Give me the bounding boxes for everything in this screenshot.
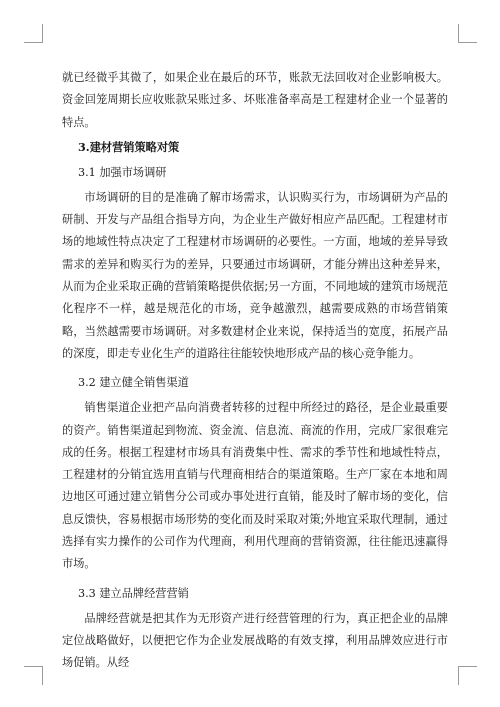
crop-mark-top-right [458, 24, 477, 43]
subsection-heading-3-3: 3.3 建立品牌经营营销 [78, 586, 189, 600]
section-heading-3 [62, 136, 448, 159]
crop-mark-bottom-left [24, 666, 43, 685]
paragraph-3-2: 销售渠道企业把产品向消费者转移的过程中所经过的路径，是企业最重要的资产。销售渠道起到物流、资金流、信息流、商流的作用，完成厂家很难完成的任务。根据工程建材市场具有消费集中性、需求的季节性和地域性特点，工程建材的分销宜选用直销与代理商相结合的渠道策略。生产厂家在本地和周边地区可通过建立销售分公司或办事处进行直销，能及时了解市场的变化，信息反馈快，容易根据市场形势的变化而及时采取对策;外地宜采取代理制，通过选择有实力操作的公司作为代理商，利用代理商的营销资源，往往能迅速赢得市场。 [62, 401, 448, 571]
crop-mark-top-left [24, 24, 43, 43]
subsection-heading-3-2: 3.2 建立健全销售渠道 [78, 376, 189, 390]
crop-mark-bottom-right [458, 666, 477, 685]
paragraph-intro: 就已经微乎其微了，如果企业在最后的环节，账款无法回收对企业影响极大。资金回笼周期长应收账款呆账过多、坏账准备率高是工程建材企业一个显著的特点。 [62, 71, 448, 129]
subsection-heading-3-1: 3.1 加强市场调研 [78, 165, 167, 179]
section-title: 建材营销策略对策 [89, 139, 180, 154]
paragraph-3-3: 品牌经营就是把其作为无形资产进行经营管理的行为，真正把企业的品牌定位战略做好，以便把它作为企业发展战略的有效支撑，利用品牌效应进行市场促销。从经 [62, 611, 448, 670]
section-number: 3. [78, 139, 90, 154]
paragraph-3-1: 市场调研的目的是准确了解市场需求，认识购买行为，市场调研为产品的研制、开发与产品组合指导方向，为企业生产做好相应产品匹配。工程建材市场的地域性特点决定了工程建材市场调研的必要性。一方面，地域的差异导致需求的差异和购买行为的差异，只要通过市场调研，才能分辨出这种差异来，从而为企业采取正确的营销策略提供依据;另一方面，不同地域的建筑市场规范化程序不一样，越是规范化的市场，竞争越激烈，越需要成熟的市场营销策略，当然越需要市场调研。对多数建材企业来说，保持适当的宽度，拓展产品的深度，即走专业化生产的道路往往能较快地形成产品的核心竞争能力。 [62, 190, 448, 360]
document-body [62, 67, 448, 675]
